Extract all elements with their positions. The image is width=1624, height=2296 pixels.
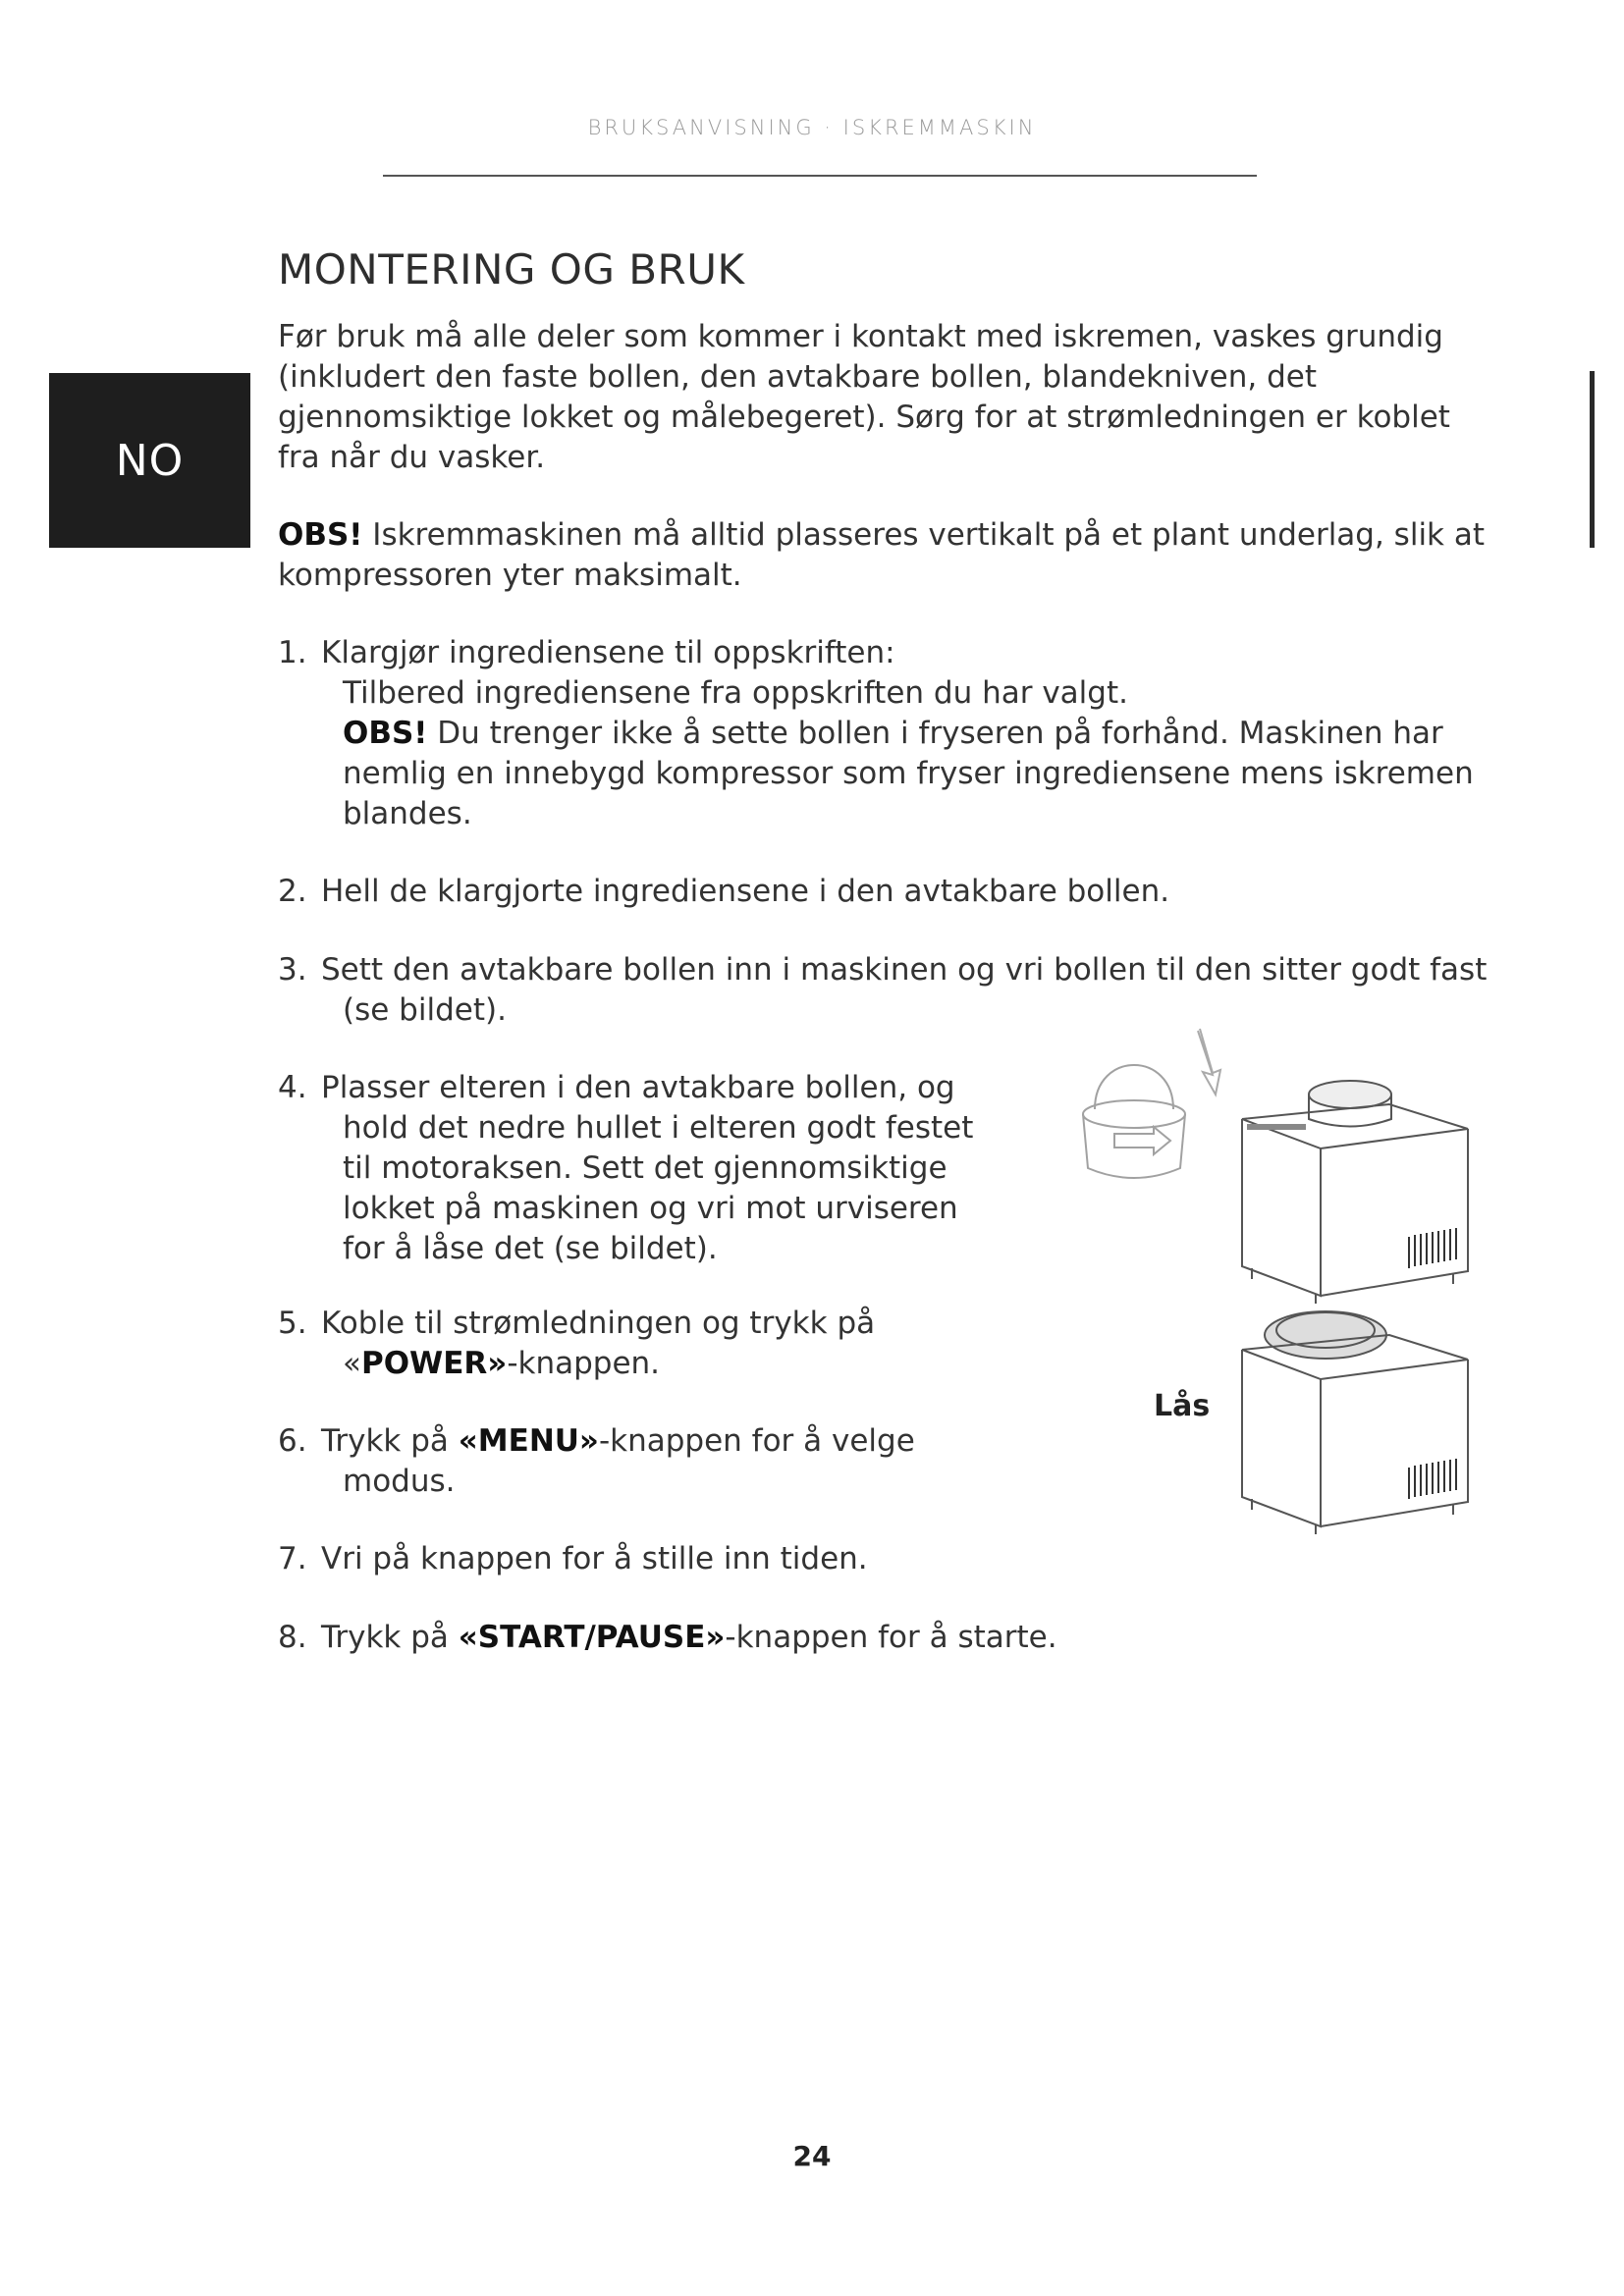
machine-top-drawing [1242,1081,1468,1304]
obs-text: Iskremmaskinen må alltid plasseres vertikalt på et plant underlag, slik at kompressoren yter maksimalt. [278,517,1486,593]
text-suffix: -knappen for å velge [598,1423,915,1459]
running-header: BRUKSANVISNING · ISKREMMASKIN [587,116,1037,139]
step-number: 4. [278,1070,307,1105]
step-number: 7. [278,1541,307,1576]
page-number: 24 [792,2140,832,2172]
obs-label: OBS! [278,517,363,553]
step-number: 8. [278,1620,307,1655]
step-number: 6. [278,1423,307,1459]
header-divider [383,175,1257,177]
language-tab: NO [49,373,250,548]
step-text: Vri på knappen for å stille inn tiden. [321,1541,868,1576]
step-2 [278,872,1495,912]
step-1 [278,633,1495,834]
intro-paragraph: Før bruk må alle deler som kommer i kontakt med iskremen, vaskes grundig (inkludert den faste bollen, den avtakbare bollen, blandekniven, det gjennomsiktige lokket og målebegeret). Sørg for at strømledningen er koblet fra når du vasker. [278,319,1450,475]
step-8 [278,1618,1162,1658]
section-title: MONTERING OG BRUK [278,245,745,294]
obs-text: Du trenger ikke å sette bollen i fryseren på forhånd. Maskinen har nemlig en innebygd kompressor som fryser ingrediensene mens iskremen blandes. [343,716,1474,831]
step-4 [278,1068,1004,1269]
step-7 [278,1539,1162,1579]
insert-arrow-drawing [1198,1029,1220,1095]
step-continuation: hold det nedre hullet i elteren godt festet til motoraksen. Sett det gjennomsiktige lokket på maskinen og vri mot urviseren for å låse det (se bildet). [343,1110,974,1266]
obs-note [278,515,1495,596]
menu-button-label: «MENU» [458,1423,599,1459]
step-number: 3. [278,952,307,988]
lock-label: Lås [1154,1389,1211,1423]
text-suffix: -knappen for å starte. [725,1620,1057,1655]
step-number: 5. [278,1306,307,1341]
text-prefix: « [343,1346,361,1381]
step-text: Sett den avtakbare bollen inn i maskinen og vri bollen til den sitter godt fast [321,952,1488,988]
step-text: Koble til strømledningen og trykk på [321,1306,876,1341]
step-number: 2. [278,874,307,909]
step-obs-note [278,714,1495,834]
text-prefix: Trykk på [321,1620,459,1655]
side-marker-bar [1590,371,1595,548]
step-6 [278,1421,1004,1502]
obs-label: OBS! [343,716,428,751]
step-number: 1. [278,635,307,670]
ice-cream-machine-illustration [1080,1001,1492,1629]
power-button-label: POWER» [360,1346,508,1381]
machine-bottom-drawing [1242,1311,1468,1534]
step-detail: Tilbered ingrediensene fra oppskriften du har valgt. [343,675,1128,711]
step-5 [278,1304,1004,1384]
step-continuation [278,1344,1004,1384]
start-pause-button-label: «START/PAUSE» [458,1620,726,1655]
step-text: Plasser elteren i den avtakbare bollen, og [321,1070,955,1105]
text-prefix: Trykk på [321,1423,459,1459]
step-text: Hell de klargjorte ingrediensene i den avtakbare bollen. [321,874,1170,909]
text-suffix: -knappen. [507,1346,661,1381]
step-text: Klargjør ingrediensene til oppskriften: [321,635,895,670]
step-continuation: (se bildet). [343,992,507,1028]
step-continuation: modus. [343,1464,456,1499]
removable-bowl-drawing [1083,1065,1185,1178]
